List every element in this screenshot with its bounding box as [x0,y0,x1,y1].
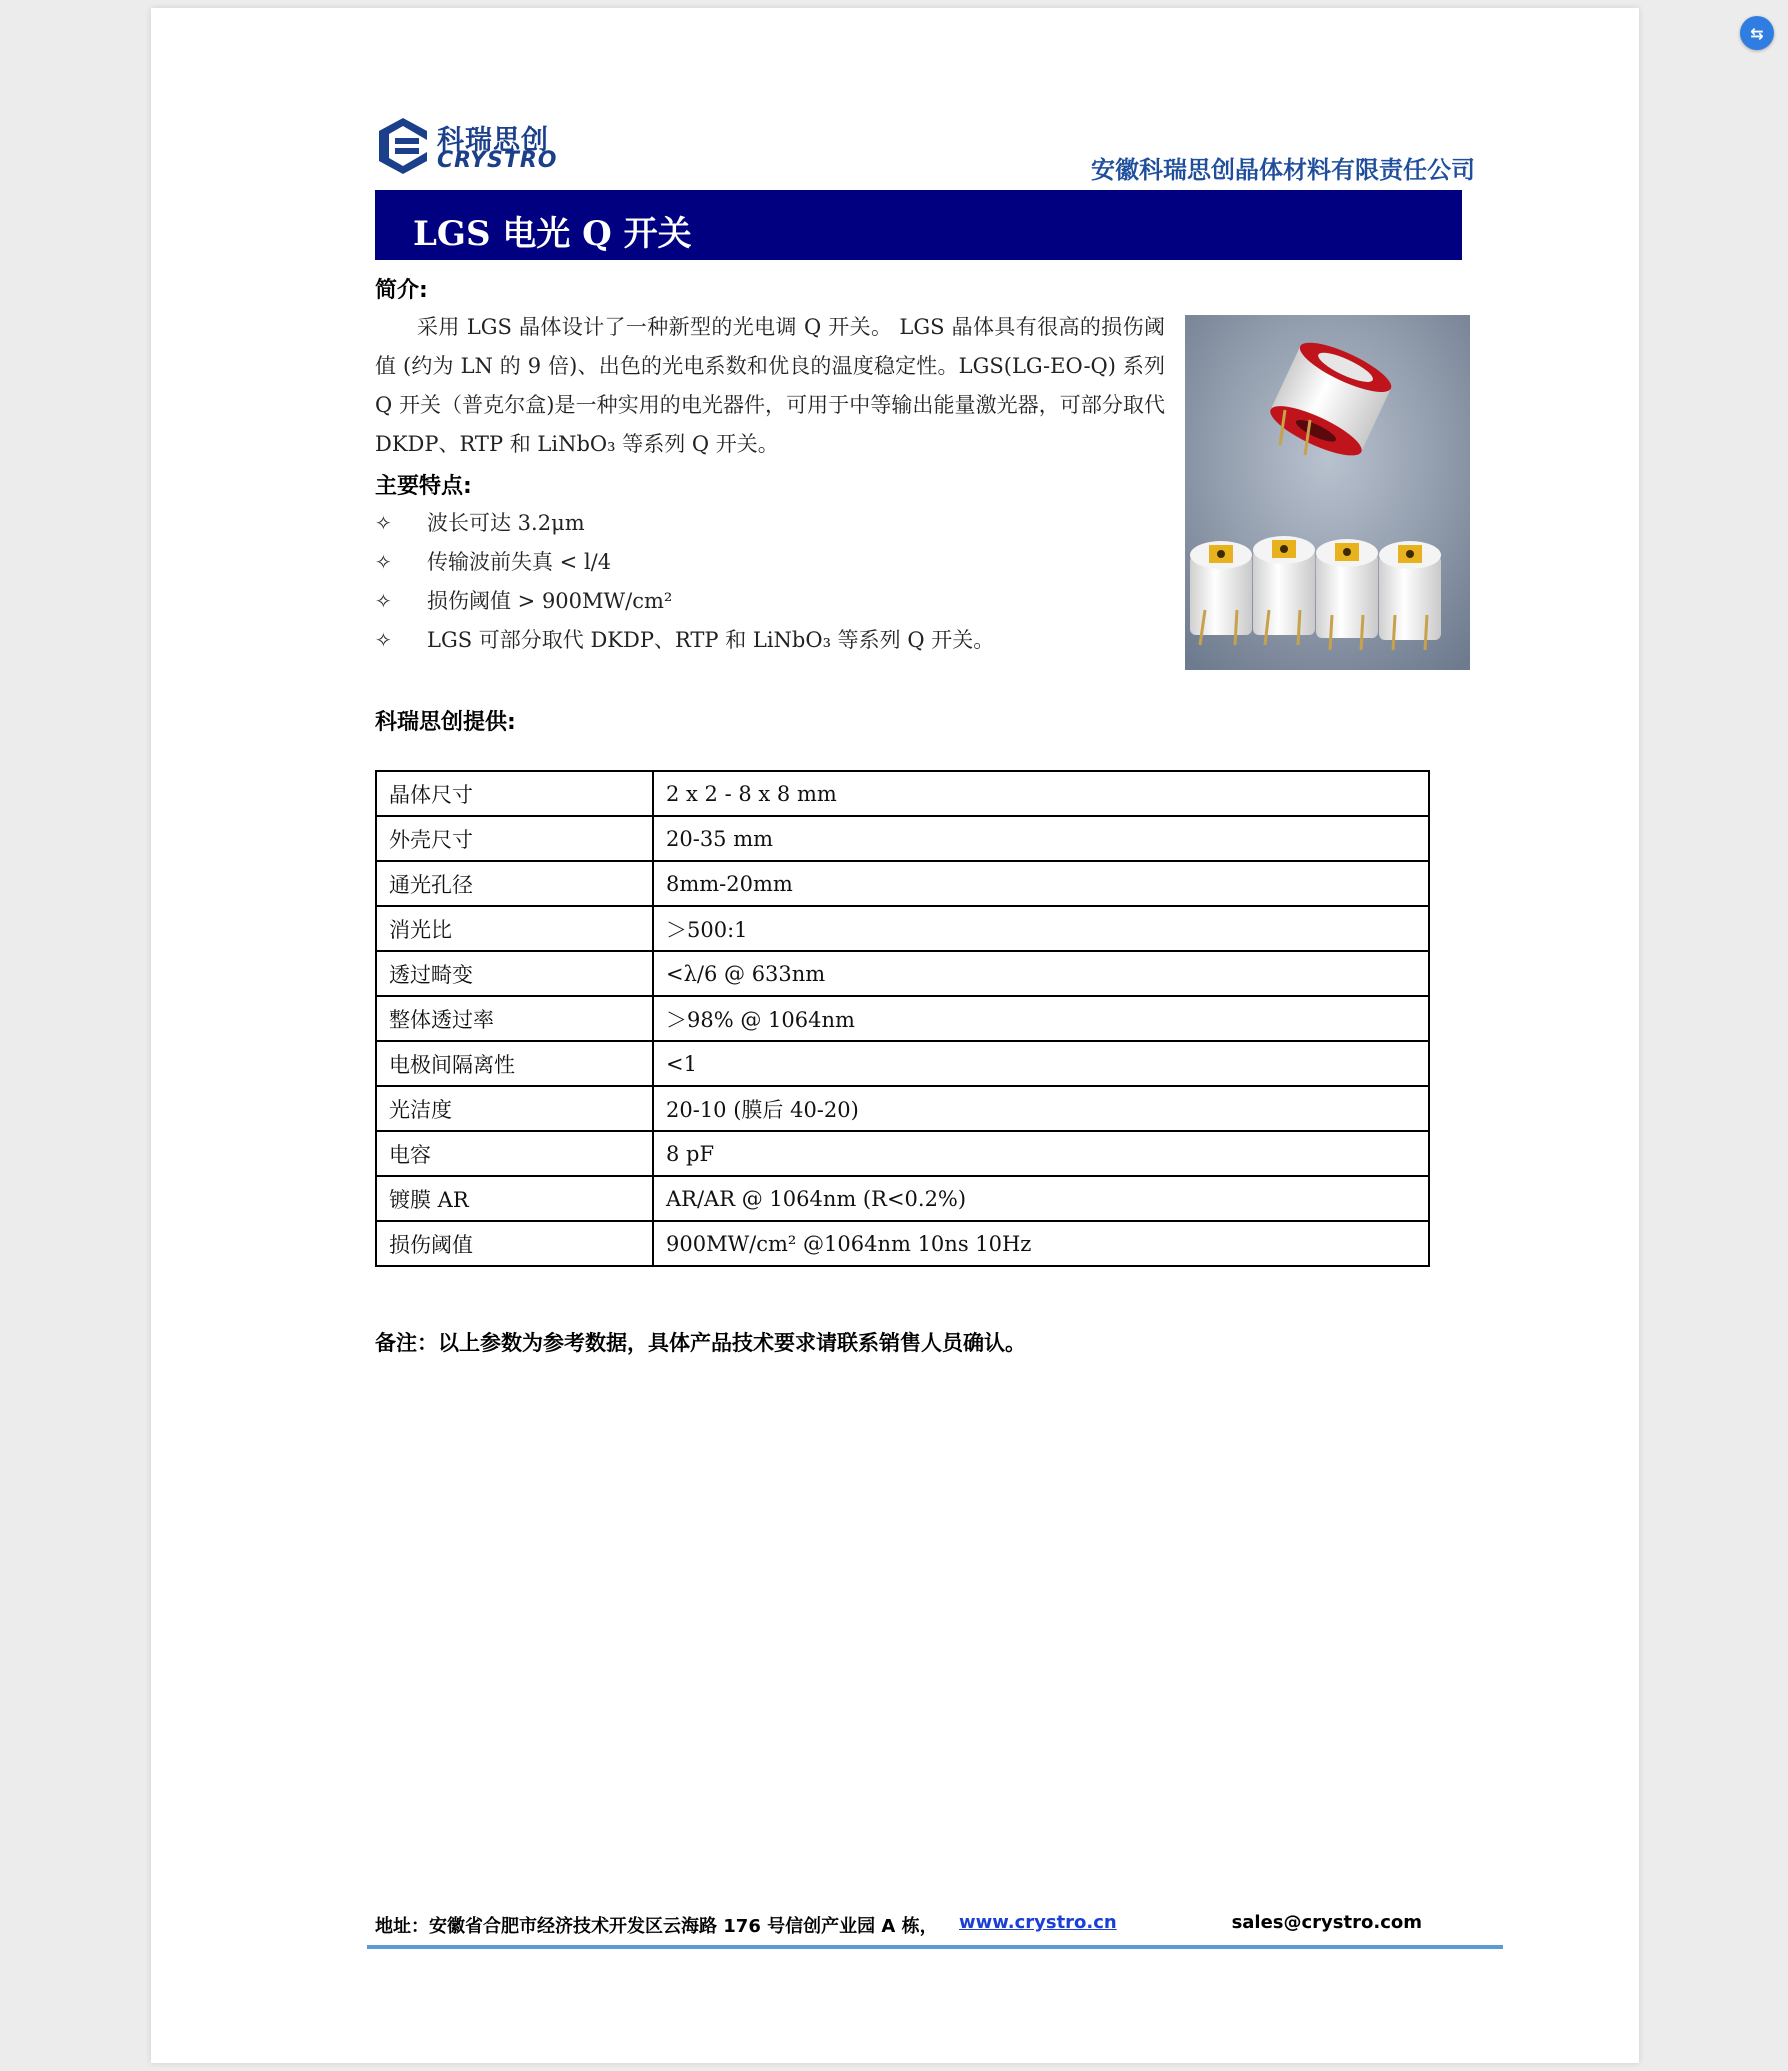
company-logo [375,116,558,176]
spec-key: 整体透过率 [376,996,653,1041]
feature-text: 损伤阈值 > 900MW/cm² [427,589,673,613]
spec-key: 晶体尺寸 [376,771,653,816]
sparkle-bullet-icon: ✧ [375,511,392,535]
logo-chinese-text: 科瑞思创 [437,125,549,156]
logo-english-text: CRYSTRO [437,148,558,173]
intro-paragraph: 采用 LGS 晶体设计了一种新型的光电调 Q 开关。 LGS 晶体具有很高的损伤阈值 (约为 LN 的 9 倍)、出色的光电系数和优良的温度稳定性。LGS(LG-EO-Q) 系列 Q 开关（普克尔盒)是一种实用的电光器件，可用于中等输出能量激光器，可部分取代 DKDP、RTP 和 LiNbO₃ 等系列 Q 开关。 [375,315,1165,456]
table-row [376,1221,1429,1266]
list-item [375,621,1165,660]
crystro-logo-icon [375,116,431,176]
spec-value: <λ/6 @ 633nm [653,951,1429,996]
sparkle-bullet-icon: ✧ [375,589,392,613]
spec-value: <1 [653,1041,1429,1086]
spec-key: 损伤阈值 [376,1221,653,1266]
table-row [376,951,1429,996]
spec-table [375,770,1430,1267]
spec-value: 8 pF [653,1131,1429,1176]
list-item [375,504,1165,543]
features-list [375,504,1165,660]
spec-value: AR/AR @ 1064nm (R<0.2%) [653,1176,1429,1221]
table-row [376,1131,1429,1176]
table-row [376,816,1429,861]
spec-key: 通光孔径 [376,861,653,906]
feature-text: 传输波前失真 < l/4 [427,550,612,574]
footer-address: 地址：安徽省合肥市经济技术开发区云海路 176 号信创产业园 A 栋， [375,1916,938,1937]
intro-heading: 简介: [375,278,428,303]
footer-rule [367,1945,1503,1949]
table-row [376,1176,1429,1221]
table-row [376,1041,1429,1086]
intro-section [375,308,1165,464]
spec-value: 2 x 2 - 8 x 8 mm [653,771,1429,816]
spec-key: 光洁度 [376,1086,653,1131]
table-row [376,996,1429,1041]
spec-value: 20-35 mm [653,816,1429,861]
table-row [376,771,1429,816]
spec-key: 透过畸变 [376,951,653,996]
feature-text: LGS 可部分取代 DKDP、RTP 和 LiNbO₃ 等系列 Q 开关。 [427,628,995,652]
list-item [375,543,1165,582]
features-heading: 主要特点: [375,474,472,499]
feature-text: 波长可达 3.2μm [427,511,585,535]
footer [375,1912,1422,1942]
offer-heading: 科瑞思创提供: [375,710,516,735]
email-address: sales@crystro.com [1231,1912,1422,1933]
company-name: 安徽科瑞思创晶体材料有限责任公司 [1091,156,1475,184]
website-link[interactable]: www.crystro.cn [959,1912,1117,1933]
spec-value: 900MW/cm² @1064nm 10ns 10Hz [653,1221,1429,1266]
spec-key: 消光比 [376,906,653,951]
spec-key: 镀膜 AR [376,1176,653,1221]
document-title: LGS 电光 Q 开关 [413,214,692,254]
spec-value: ＞98% @ 1064nm [653,996,1429,1041]
product-photo [1185,315,1470,670]
spec-value: ＞500:1 [653,906,1429,951]
table-row [376,1086,1429,1131]
spec-value: 8mm-20mm [653,861,1429,906]
disclaimer-note: 备注：以上参数为参考数据，具体产品技术要求请联系销售人员确认。 [375,1331,1026,1355]
sparkle-bullet-icon: ✧ [375,628,392,652]
list-item [375,582,1165,621]
table-row [376,906,1429,951]
spec-value: 20-10 (膜后 40-20) [653,1086,1429,1131]
sparkle-bullet-icon: ✧ [375,550,392,574]
spec-key: 电极间隔离性 [376,1041,653,1086]
translate-icon[interactable]: ⇆ [1740,16,1774,50]
spec-key: 外壳尺寸 [376,816,653,861]
title-bar [375,190,1462,260]
table-row [376,861,1429,906]
spec-key: 电容 [376,1131,653,1176]
